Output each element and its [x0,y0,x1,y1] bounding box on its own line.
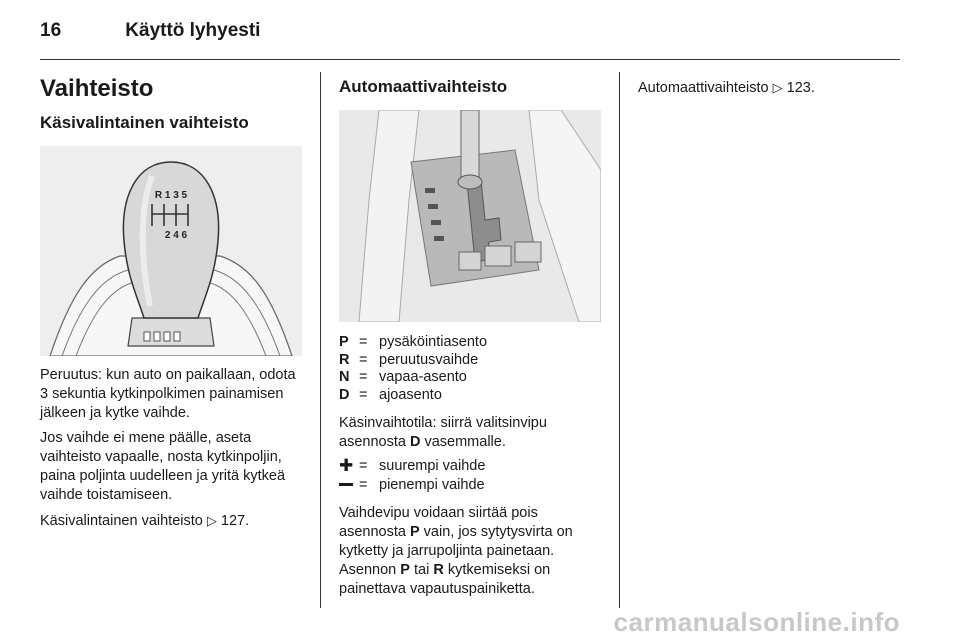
column-references [638,72,900,104]
automatic-selector-illustration [339,110,601,322]
cross-reference-page[interactable]: 127. [220,513,250,529]
section-subtitle: Käsivalintainen vaihteisto [40,113,249,132]
table-row: D = ajoasento [339,386,442,403]
column-manual-transmission [40,72,302,537]
cross-reference-text: Käsivalintainen vaihteisto [40,513,203,529]
table-row: ✚ = suurempi vaihde [339,456,486,475]
chapter-title: Käyttö lyhyesti [125,20,261,41]
paragraph-reverse: Peruutus: kun auto on paikallaan, odota 3 sekuntia kytkinpolkimen painamisen jälkeen ja kytke vaihde. [40,367,296,421]
cross-reference [40,511,302,531]
paragraph-release: Vaihdevipu voidaan siirtää pois asennosta P vain, jos sytytysvirta on kytketty ja jarrupoljinta painetaan. Asennon P tai R kytkemiseksi on painettava vapautuspainiketta. [339,505,573,597]
gear-positions-table [339,334,487,404]
table-row: N = vapaa-asento [339,369,467,385]
gear-knob-illustration [40,146,302,356]
watermark: carmanualsonline.info [613,607,900,637]
paragraph-gear-retry: Jos vaihde ei mene päälle, aseta vaihteisto vapaalle, nosta kytkinpoljin, paina poljinta uudelleen ja yritä kytkeä vaihde toistamiseen. [40,430,286,503]
cross-reference [638,78,900,98]
section-title: Automaattivaihteisto [339,77,508,96]
page-arrow-icon: ▷ [206,513,217,528]
plus-icon: ✚ [339,456,354,475]
cross-reference-page[interactable]: 123. [786,80,815,96]
shift-table [339,458,485,494]
header-rule [40,59,900,60]
knob-label-bottom: 2 4 6 [164,230,188,241]
paragraph-manual-mode: Käsinvaihtotila: siirrä valitsinvipu asennosta D vasemmalle. [339,415,547,450]
page-arrow-icon: ▷ [772,80,783,95]
column-divider-1 [320,72,321,608]
table-row: = pienempi vaihde [339,477,485,495]
knob-label-top: R 1 3 5 [154,190,188,201]
column-automatic-transmission [339,72,603,605]
column-divider-2 [619,72,620,608]
page-number: 16 [40,20,62,41]
minus-icon [339,483,353,486]
table-row: P = pysäköintiasento [339,334,488,350]
table-row: R = peruutusvaihde [339,351,479,368]
section-title: Vaihteisto [40,75,154,102]
cross-reference-text: Automaattivaihteisto [638,80,769,96]
page-header [40,20,260,42]
